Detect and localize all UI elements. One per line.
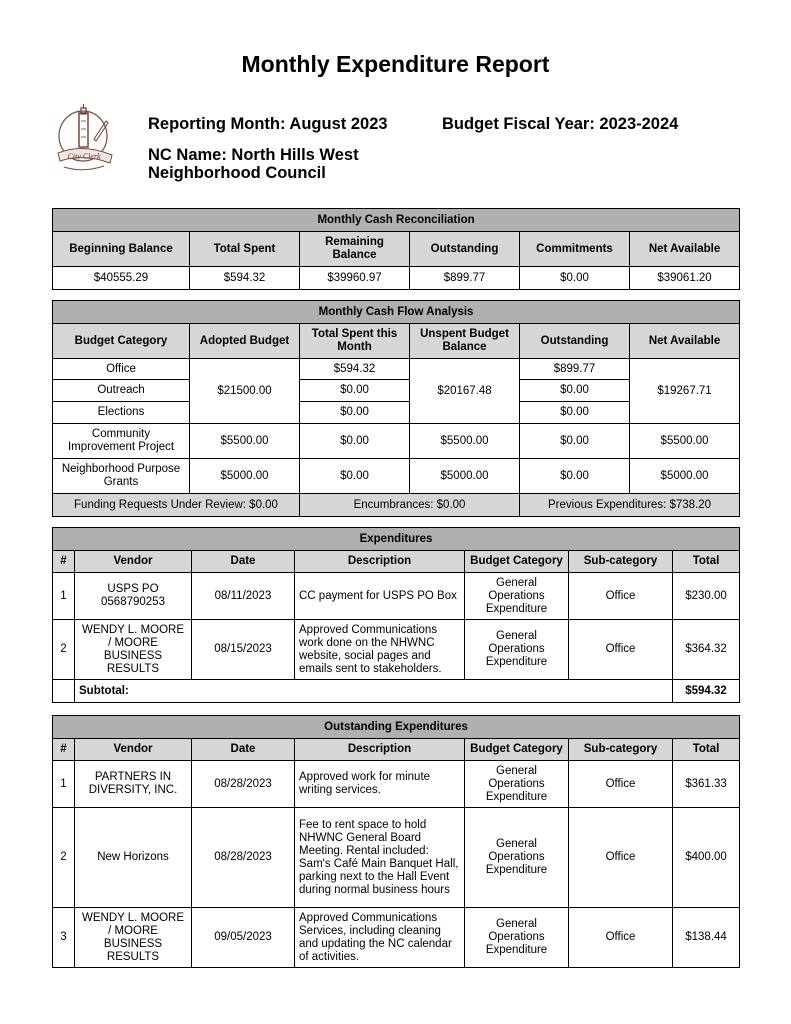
total: $364.32: [673, 620, 740, 680]
table-cell: $39960.97: [300, 267, 410, 290]
table-cell: $0.00: [520, 459, 630, 494]
previous-expenditures: Previous Expenditures: $738.20: [520, 494, 740, 517]
table-cell: $594.32: [300, 359, 410, 380]
table-cell: Neighborhood Purpose Grants: [53, 459, 190, 494]
table-row: [53, 808, 740, 908]
column-header: Total Spent: [190, 232, 300, 267]
description: Approved work for minute writing services.: [295, 761, 465, 808]
table-row: [53, 908, 740, 968]
sub-category: Office: [569, 808, 673, 908]
date: 09/05/2023: [192, 908, 295, 968]
vendor: WENDY L. MOORE / MOORE BUSINESS RESULTS: [75, 908, 192, 968]
table-cell: $21500.00: [190, 359, 300, 424]
column-header: Adopted Budget: [190, 324, 300, 359]
table-cell: Outreach: [53, 380, 190, 402]
column-header: Description: [295, 551, 465, 573]
column-header: Outstanding: [410, 232, 520, 267]
budget-category: General Operations Expenditure: [465, 908, 569, 968]
date: 08/15/2023: [192, 620, 295, 680]
column-header: Total Spent this Month: [300, 324, 410, 359]
budget-category: General Operations Expenditure: [465, 620, 569, 680]
seal-text: City Clerk: [67, 152, 101, 161]
section-title: Outstanding Expenditures: [53, 716, 740, 739]
total: $230.00: [673, 573, 740, 620]
vendor: PARTNERS IN DIVERSITY, INC.: [75, 761, 192, 808]
column-header: Total: [673, 551, 740, 573]
cash-reconciliation-table: [52, 208, 740, 290]
vendor: New Horizons: [75, 808, 192, 908]
column-header: Sub-category: [569, 739, 673, 761]
table-cell: $5000.00: [190, 459, 300, 494]
row-number: 1: [53, 761, 75, 808]
description: Fee to rent space to hold NHWNC General Board Meeting. Rental included: Sam's Café Main Banquet Hall, parking next to the Hall Event during normal business hours: [295, 808, 465, 908]
column-header: Sub-category: [569, 551, 673, 573]
total: $138.44: [673, 908, 740, 968]
column-header: Description: [295, 739, 465, 761]
encumbrances: Encumbrances: $0.00: [300, 494, 520, 517]
table-row: [53, 761, 740, 808]
table-cell: $0.00: [520, 424, 630, 459]
description: CC payment for USPS PO Box: [295, 573, 465, 620]
column-header: Vendor: [75, 551, 192, 573]
section-title: Monthly Cash Flow Analysis: [53, 301, 740, 324]
column-header: Outstanding: [520, 324, 630, 359]
table-cell: $899.77: [410, 267, 520, 290]
nc-name-line2: Neighborhood Council: [148, 164, 326, 182]
sub-category: Office: [569, 620, 673, 680]
column-header: Total: [673, 739, 740, 761]
total: $361.33: [673, 761, 740, 808]
table-cell: $0.00: [300, 459, 410, 494]
sub-category: Office: [569, 573, 673, 620]
table-cell: Community Improvement Project: [53, 424, 190, 459]
column-header: #: [53, 739, 75, 761]
table-cell: $0.00: [300, 402, 410, 424]
table-cell: $5500.00: [190, 424, 300, 459]
subtotal-value: $594.32: [673, 680, 740, 703]
column-header: Date: [192, 739, 295, 761]
cash-flow-table: [52, 300, 740, 517]
reporting-month: Reporting Month: August 2023: [148, 115, 388, 133]
table-cell: $5500.00: [630, 424, 740, 459]
column-header: Commitments: [520, 232, 630, 267]
section-title: Expenditures: [53, 528, 740, 551]
budget-category: General Operations Expenditure: [465, 573, 569, 620]
table-cell: $0.00: [520, 267, 630, 290]
table-cell: $19267.71: [630, 359, 740, 424]
table-cell: Elections: [53, 402, 190, 424]
column-header: Beginning Balance: [53, 232, 190, 267]
funding-requests: Funding Requests Under Review: $0.00: [53, 494, 300, 517]
date: 08/11/2023: [192, 573, 295, 620]
row-number: 2: [53, 620, 75, 680]
fiscal-year: Budget Fiscal Year: 2023-2024: [442, 115, 679, 133]
table-cell: $0.00: [520, 402, 630, 424]
table-cell: Office: [53, 359, 190, 380]
table-cell: $899.77: [520, 359, 630, 380]
column-header: Net Available: [630, 232, 740, 267]
vendor: WENDY L. MOORE / MOORE BUSINESS RESULTS: [75, 620, 192, 680]
table-cell: $40555.29: [53, 267, 190, 290]
row-number: 2: [53, 808, 75, 908]
table-cell: $0.00: [520, 380, 630, 402]
table-cell: $5000.00: [630, 459, 740, 494]
table-cell: $0.00: [300, 424, 410, 459]
date: 08/28/2023: [192, 808, 295, 908]
table-row: [53, 573, 740, 620]
column-header: Budget Category: [53, 324, 190, 359]
column-header: #: [53, 551, 75, 573]
outstanding-expenditures-table: [52, 715, 740, 968]
sub-category: Office: [569, 908, 673, 968]
table-cell: $5500.00: [410, 424, 520, 459]
total: $400.00: [673, 808, 740, 908]
date: 08/28/2023: [192, 761, 295, 808]
expenditures-table: [52, 527, 740, 703]
table-row: [53, 620, 740, 680]
column-header: Date: [192, 551, 295, 573]
table-cell: $20167.48: [410, 359, 520, 424]
nc-name-line1: NC Name: North Hills West: [148, 146, 359, 164]
table-cell: $0.00: [300, 380, 410, 402]
page-title: Monthly Expenditure Report: [241, 51, 550, 77]
sub-category: Office: [569, 761, 673, 808]
table-cell: $5000.00: [410, 459, 520, 494]
column-header: Vendor: [75, 739, 192, 761]
row-number: 1: [53, 573, 75, 620]
column-header: Budget Category: [465, 739, 569, 761]
column-header: Net Available: [630, 324, 740, 359]
column-header: Budget Category: [465, 551, 569, 573]
table-cell: $594.32: [190, 267, 300, 290]
description: Approved Communications Services, including cleaning and updating the NC calendar of activities.: [295, 908, 465, 968]
subtotal-label: Subtotal:: [75, 680, 673, 703]
budget-category: General Operations Expenditure: [465, 808, 569, 908]
section-title: Monthly Cash Reconciliation: [53, 209, 740, 232]
description: Approved Communications work done on the NHWNC website, social pages and emails sent to stakeholders.: [295, 620, 465, 680]
vendor: USPS PO 0568790253: [75, 573, 192, 620]
column-header: Remaining Balance: [300, 232, 410, 267]
row-number: 3: [53, 908, 75, 968]
column-header: Unspent Budget Balance: [410, 324, 520, 359]
table-cell: $39061.20: [630, 267, 740, 290]
budget-category: General Operations Expenditure: [465, 761, 569, 808]
city-clerk-seal-icon: [50, 103, 120, 175]
